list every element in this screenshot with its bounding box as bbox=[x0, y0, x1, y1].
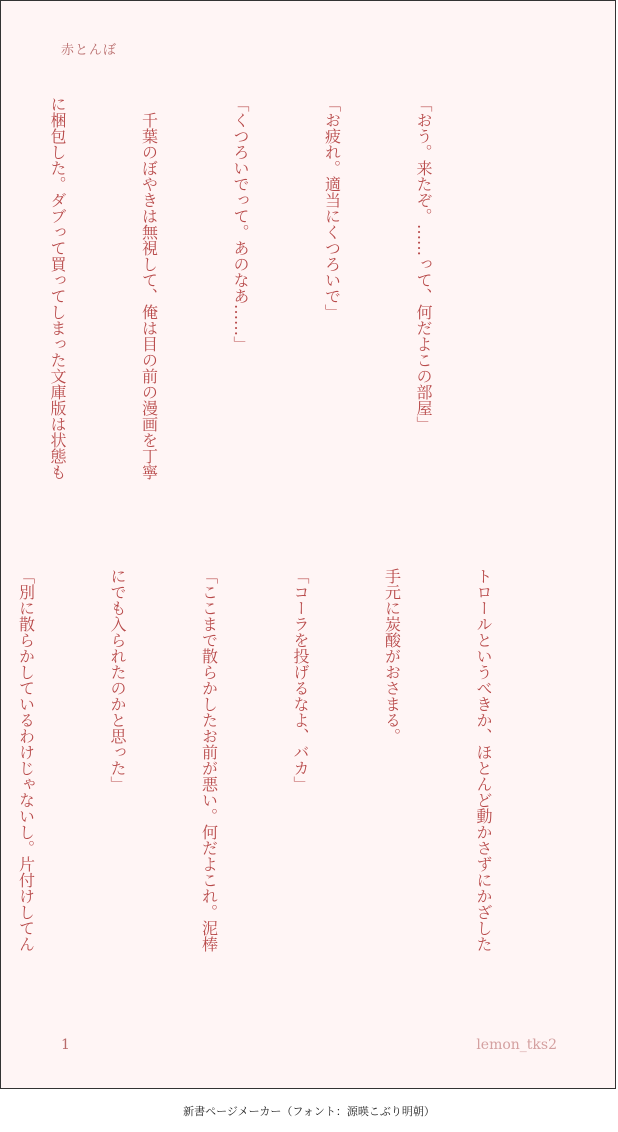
text-line: に梱包した。ダブって買ってしまった文庫版は状態も bbox=[48, 96, 67, 480]
text-line: 千葉のぼやきは無視して、俺は目の前の漫画を丁寧 bbox=[139, 96, 159, 480]
text-line: 手元に炭酸がおさまる。 bbox=[382, 568, 402, 744]
text-line: 「別に散らかしているわけじゃないし。片付けしてん bbox=[16, 568, 36, 952]
author-name: lemon_tks2 bbox=[476, 1037, 557, 1053]
running-header-title: 赤とんぼ bbox=[61, 43, 118, 58]
text-block-upper bbox=[48, 96, 499, 526]
text-line: 「くつろいでって。あのなあ……」 bbox=[231, 96, 250, 352]
text-line: 「ここまで散らかしたお前が悪い。何だよこれ。泥棒 bbox=[199, 568, 219, 952]
generator-caption: 新書ページメーカー（フォント：源暎こぶり明朝） bbox=[183, 1105, 435, 1118]
text-line: 「おう。来たぞ。……って、何だよこの部屋」 bbox=[414, 96, 433, 432]
text-block-lower bbox=[16, 568, 559, 1008]
text-line: 「コーラを投げるなよ、バカ」 bbox=[291, 568, 310, 792]
page-number: 1 bbox=[61, 1037, 70, 1053]
text-line: にでも入られたのかと思った」 bbox=[108, 568, 127, 792]
text-line: 「お疲れ。適当にくつろいで」 bbox=[322, 96, 342, 320]
text-line: トロールというべきか、ほとんど動かさずにかざした bbox=[474, 568, 493, 952]
